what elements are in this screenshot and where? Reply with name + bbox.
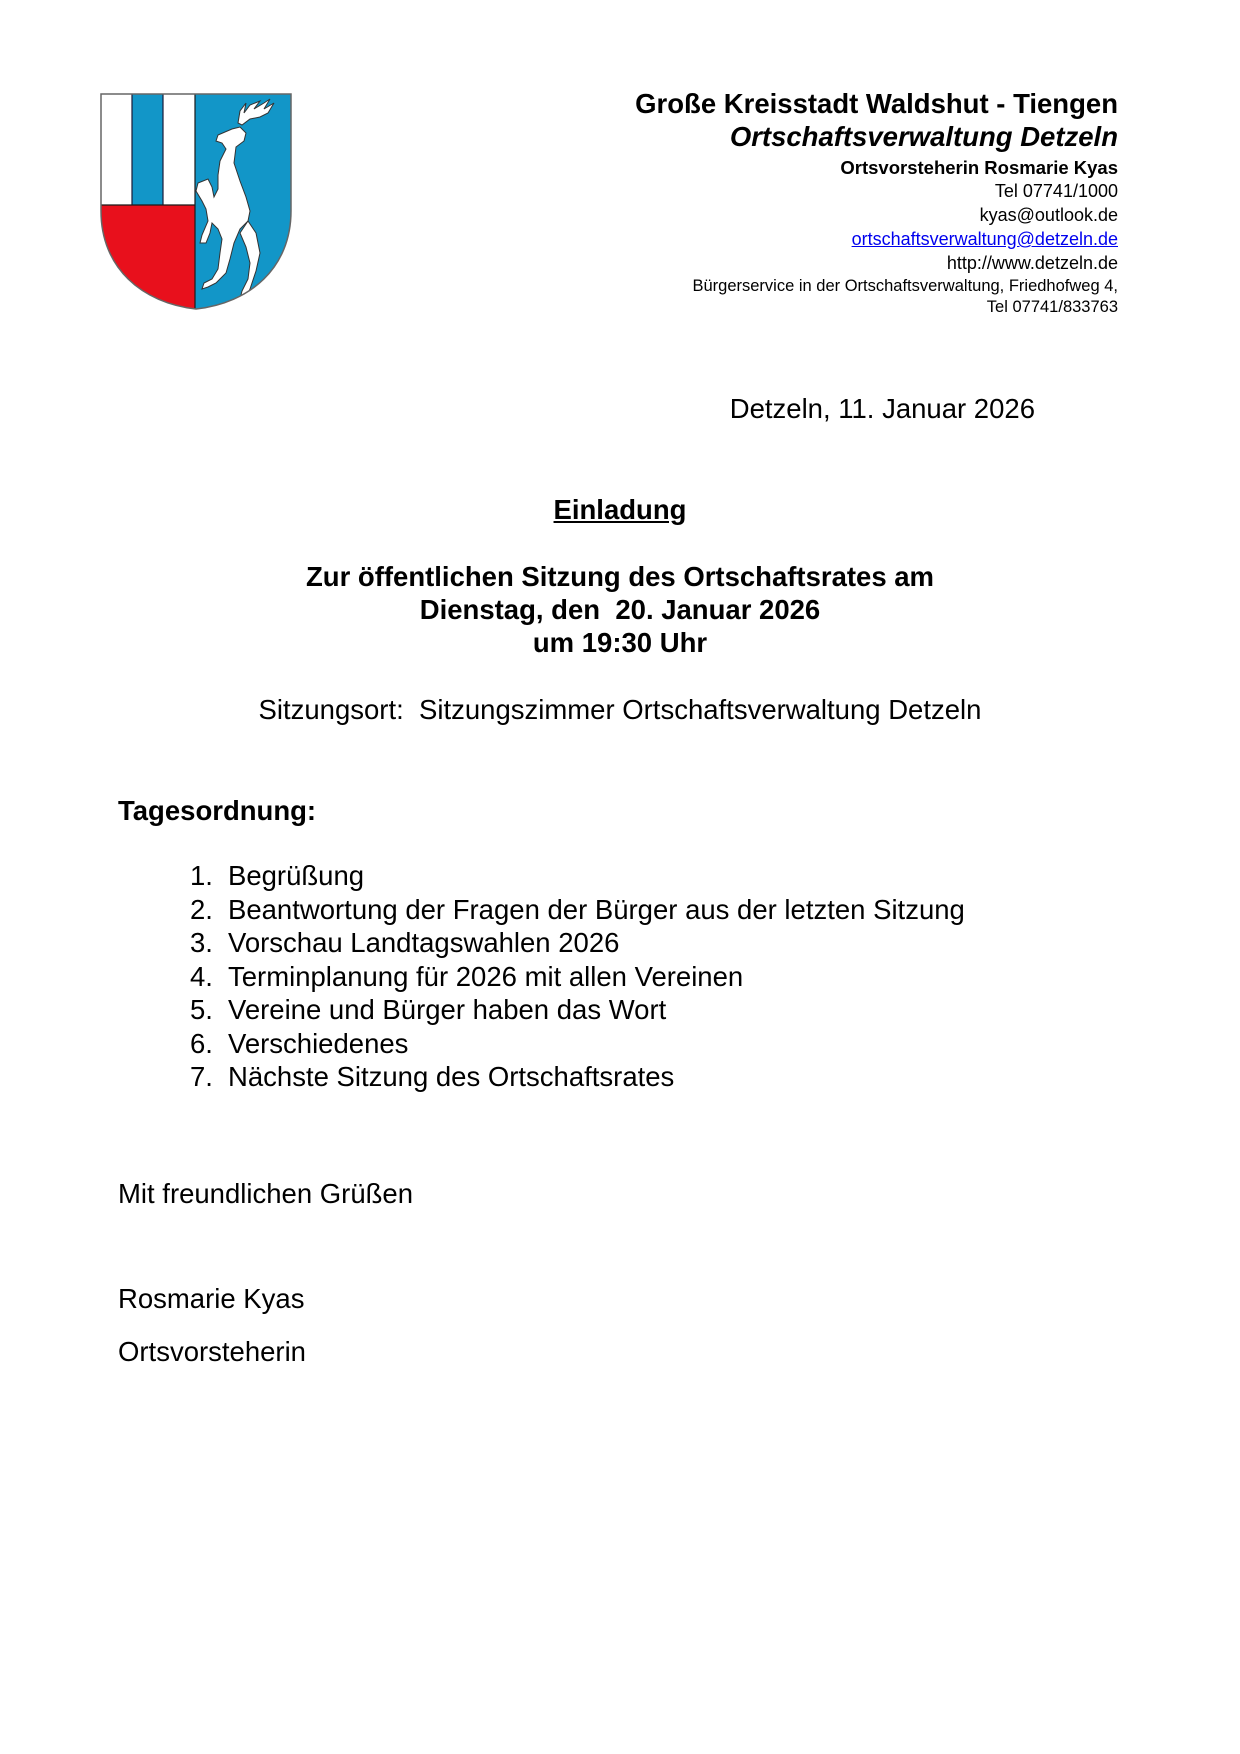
signer-name: Rosmarie Kyas	[118, 1283, 305, 1314]
agenda-item-text: Begrüßung	[228, 860, 365, 891]
invitation-subtitle-line: Zur öffentlichen Sitzung des Ortschaftsrates am	[305, 561, 935, 592]
agenda-item-text: Vereine und Bürger haben das Wort	[228, 994, 667, 1025]
closing-greeting: Mit freundlichen Grüßen	[118, 1178, 413, 1209]
agenda-item-number: 6.	[190, 1027, 213, 1059]
coat-of-arms-logo	[100, 93, 292, 311]
phone-number: Tel 07741/1000	[994, 181, 1118, 201]
signer-role: Ortsvorsteherin	[118, 1336, 306, 1367]
agenda-item-text: Vorschau Landtagswahlen 2026	[228, 927, 620, 958]
agenda-item-text: Nächste Sitzung des Ortschaftsrates	[228, 1061, 675, 1092]
agenda-item-number: 5.	[190, 994, 213, 1025]
agenda-item-text: Verschiedenes	[228, 1027, 409, 1059]
agenda-item-number: 1.	[190, 860, 213, 891]
email-private: kyas@outlook.de	[979, 205, 1118, 225]
agenda-item	[190, 960, 965, 994]
agenda-item	[190, 1027, 965, 1061]
date-line: Detzeln, 11. Januar 2026	[729, 393, 1035, 424]
agenda-heading: Tagesordnung:	[118, 795, 317, 826]
invitation-title: Einladung	[553, 494, 687, 525]
agenda-item	[190, 893, 965, 927]
agenda-item	[190, 1060, 965, 1094]
invitation-subtitle-line: um 19:30 Uhr	[532, 627, 708, 658]
service-phone: Tel 07741/833763	[986, 298, 1118, 316]
mayor-name: Ortsvorsteherin Rosmarie Kyas	[840, 157, 1118, 178]
agenda-item-number: 2.	[190, 893, 213, 925]
agenda-item	[190, 926, 965, 960]
agenda-item-text: Beantwortung der Fragen der Bürger aus der letzten Sitzung	[228, 893, 965, 925]
email-office-link[interactable]: ortschaftsverwaltung@detzeln.de	[851, 229, 1118, 249]
meeting-venue: Sitzungsort: Sitzungszimmer Ortschaftsverwaltung Detzeln	[258, 694, 982, 725]
agenda-list	[190, 859, 965, 1094]
website: http://www.detzeln.de	[946, 253, 1118, 273]
agenda-item-number: 4.	[190, 960, 213, 992]
agenda-item-number: 3.	[190, 927, 213, 958]
invitation-subtitle-line: Dienstag, den 20. Januar 2026	[419, 594, 821, 625]
agenda-item-text: Terminplanung für 2026 mit allen Vereinen	[228, 960, 744, 992]
administration-name: Ortschaftsverwaltung Detzeln	[729, 121, 1118, 152]
city-name: Große Kreisstadt Waldshut - Tiengen	[635, 88, 1118, 119]
service-address: Bürgerservice in der Ortschaftsverwaltung, Friedhofweg 4,	[692, 277, 1118, 295]
agenda-item	[190, 859, 965, 893]
agenda-item	[190, 993, 965, 1027]
agenda-item-number: 7.	[190, 1061, 213, 1092]
